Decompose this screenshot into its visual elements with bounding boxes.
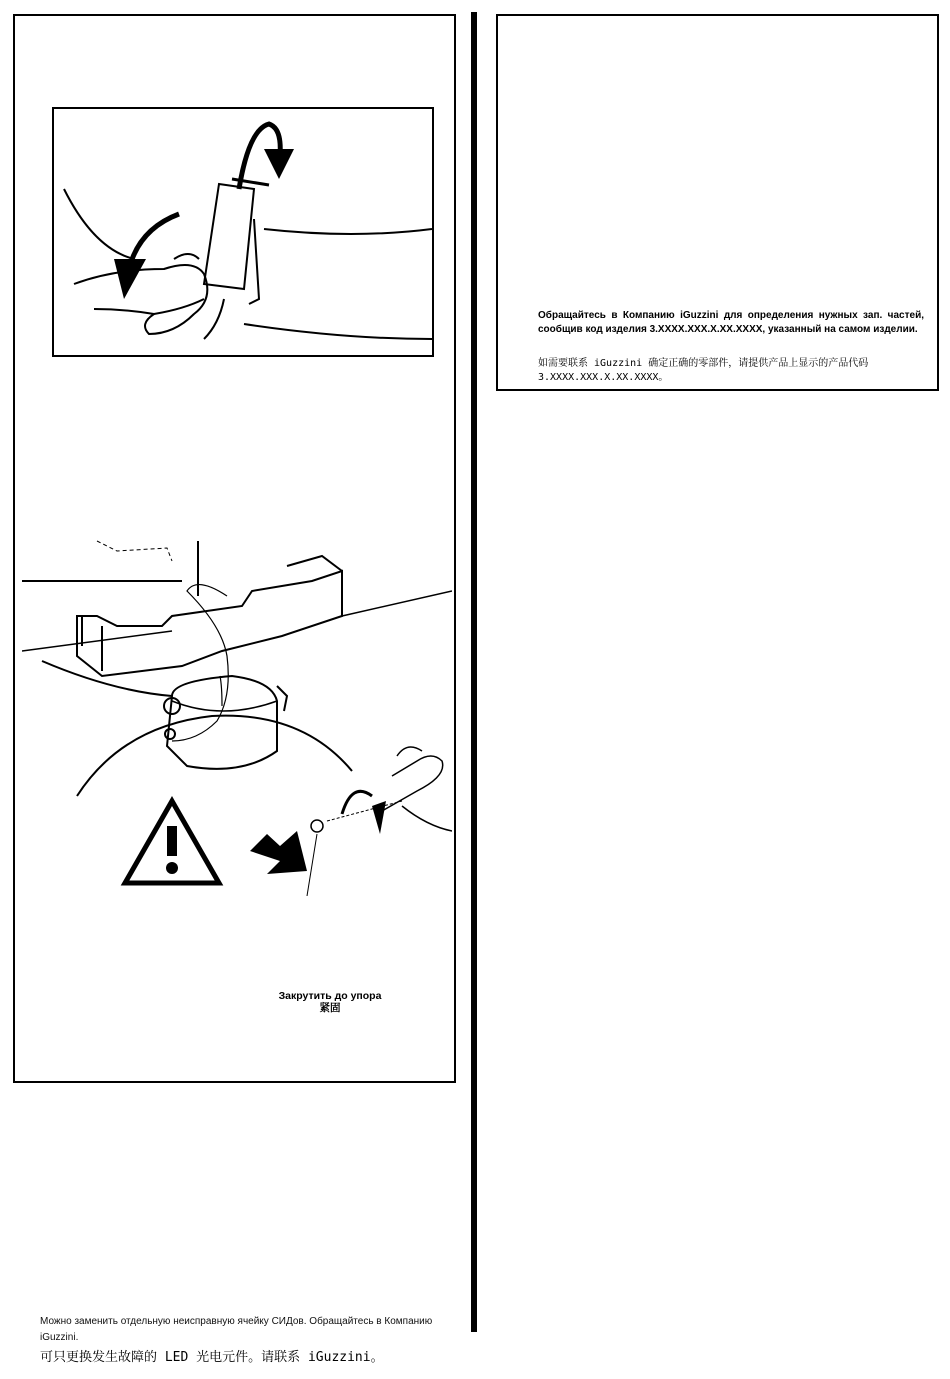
spare-parts-text-zh: 如需要联系 iGuzzini 确定正确的零部件，请提供产品上显示的产品代码 3.XXXX.XXX.X.XX.XXXX。: [538, 358, 869, 383]
hand-rotating-clip-illustration: [54, 109, 432, 355]
spare-parts-text-ru: Обращайтесь в Компанию iGuzzini для определения нужных зап. частей, сообщив код изделия 3.XXXX.XXX.X.XX.XXXX, указанный на самом изделии.: [538, 310, 924, 335]
warning-triangle-icon: [125, 801, 219, 883]
led-module-screw-illustration: [22, 536, 452, 896]
led-replacement-note-zh: 可只更换发生故障的 LED 光电元件。请联系 iGuzzini。: [40, 1350, 384, 1365]
arrow-right-icon: [250, 831, 307, 874]
figure-hand-clip: [52, 107, 434, 357]
tighten-caption-zh: 紧固: [319, 1002, 341, 1014]
left-instruction-panel: [13, 14, 456, 1083]
column-divider: [471, 12, 477, 1332]
tighten-caption: [240, 990, 420, 1014]
right-info-panel: [496, 14, 939, 391]
figure-led-module: [22, 536, 452, 896]
led-replacement-note-ru: Можно заменить отдельную неисправную ячейку СИДов. Обращайтесь в Компанию iGuzzini.: [40, 1316, 433, 1343]
tighten-caption-ru: Закрутить до упора: [278, 990, 382, 1002]
